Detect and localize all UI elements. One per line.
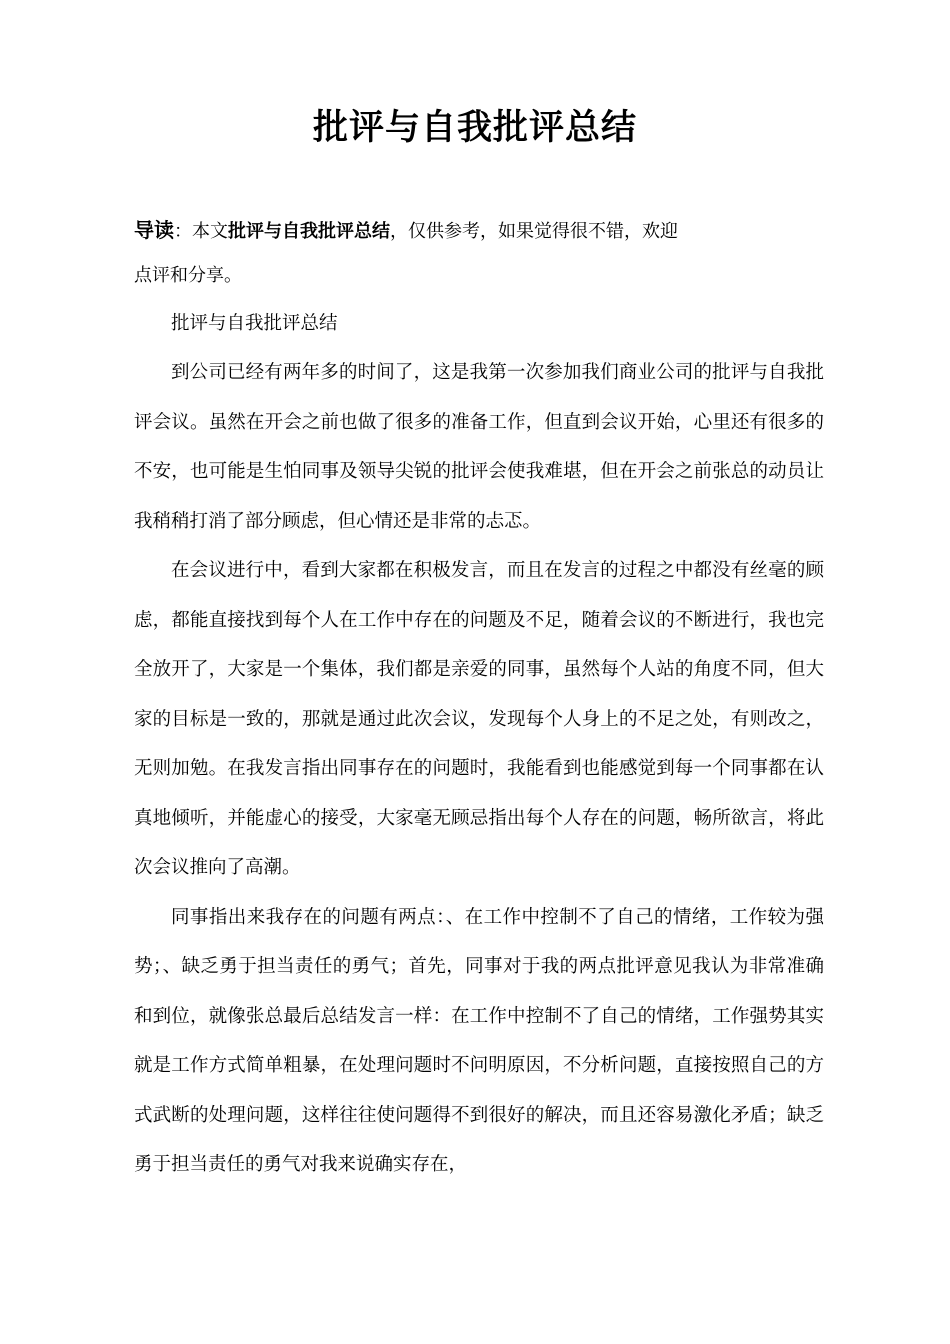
guide-highlight: 批评与自我批评总结 [228, 221, 390, 242]
guide-label: 导读 [134, 218, 174, 242]
paragraph-2: 在会议进行中，看到大家都在积极发言，而且在发言的过程之中都没有丝毫的顾虑，都能直接找到每个人在工作中存在的问题及不足，随着会议的不断进行，我也完全放开了，大家是一个集体，我们都是亲爱的同事，虽然每个人站的角度不同，但大家的目标是一致的，那就是通过此次会议，发现每个人身上的不足之处，有则改之，无则加勉。在我发言指出同事存在的问题时，我能看到也能感觉到每一个同事都在认真地倾听，并能虚心的接受，大家毫无顾忌指出每个人存在的问题，畅所欲言，将此次会议推向了高潮。 [134, 560, 824, 878]
paragraph-1: 到公司已经有两年多的时间了，这是我第一次参加我们商业公司的批评与自我批评会议。虽然在开会之前也做了很多的准备工作，但直到会议开始，心里还有很多的不安，也可能是生怕同事及领导尖锐的批评会使我难堪，但在开会之前张总的动员让我稍稍打消了部分顾虑，但心情还是非常的忐忑。 [134, 362, 824, 532]
guide-line-2: 点评和分享。 [134, 265, 242, 286]
guide-colon: ： [174, 221, 192, 242]
section-heading: 批评与自我批评总结 [171, 313, 338, 334]
guide-line-1 [134, 208, 824, 254]
guide-text-after: ，仅供参考，如果觉得很不错，欢迎 [390, 221, 678, 242]
guide-text-before: 本文 [192, 221, 228, 242]
document-title: 批评与自我批评总结 [312, 108, 637, 148]
document-body [134, 304, 824, 1190]
guide-section [134, 208, 824, 298]
paragraph-3: 同事指出来我存在的问题有两点：、在工作中控制不了自己的情绪，工作较为强势；、缺乏勇于担当责任的勇气；首先，同事对于我的两点批评意见我认为非常准确和到位，就像张总最后总结发言一样：在工作中控制不了自己的情绪，工作强势其实就是工作方式简单粗暴，在处理问题时不问明原因，不分析问题，直接按照自己的方式武断的处理问题，这样往往使问题得不到很好的解决，而且还容易激化矛盾；缺乏勇于担当责任的勇气对我来说确实存在， [134, 906, 824, 1175]
